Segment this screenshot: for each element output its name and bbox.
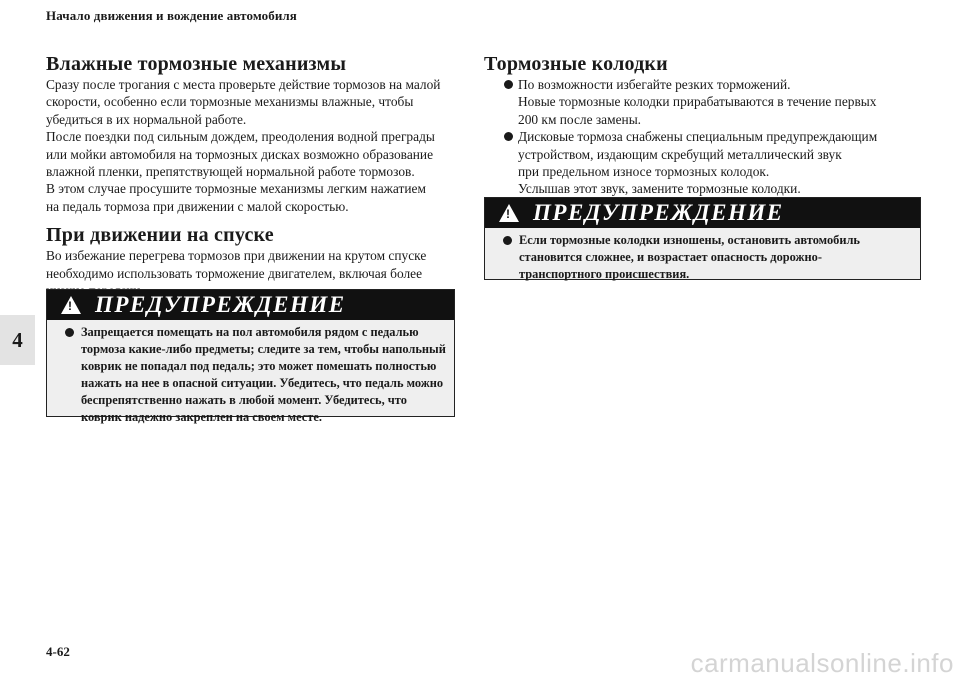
text-line: на педаль тормоза при движении с малой скоростью.	[46, 198, 349, 214]
text-line: коврик надежно закреплен на своем месте.	[81, 410, 322, 424]
text-line: Запрещается помещать на пол автомобиля рядом с педалью	[81, 325, 419, 339]
paragraph-wet-brakes	[46, 76, 458, 215]
warning-box-worn-pads	[484, 197, 921, 280]
text-line: транспортного происшествия.	[519, 267, 690, 281]
watermark: carmanualsonline.info	[690, 648, 954, 678]
text-line: Сразу после трогания с места проверьте действие тормозов на малой	[46, 77, 441, 92]
chapter-number: 4	[12, 327, 23, 352]
text-line: нажать на нее в опасной ситуации. Убедитесь, что педаль можно	[81, 376, 444, 390]
text-line: Новые тормозные колодки прирабатываются в течение первых	[518, 94, 877, 110]
warning-item	[497, 232, 912, 283]
text-line: тормоза какие-либо предметы; следите за тем, чтобы напольный	[81, 342, 446, 356]
warning-triangle-icon: !	[499, 204, 519, 222]
warning-box-floor-mat	[46, 289, 455, 424]
right-column	[484, 52, 920, 198]
bullet-icon	[503, 236, 512, 245]
text-line: Дисковые тормоза снабжены специальным предупреждающим	[518, 129, 878, 145]
list-item	[484, 128, 920, 198]
text-line: 200 км после замены.	[518, 111, 642, 127]
left-column	[46, 52, 458, 299]
warning-body	[485, 228, 920, 283]
brake-pads-list	[484, 76, 920, 198]
bullet-icon	[504, 132, 513, 141]
warning-item	[59, 324, 446, 426]
text-line: Услышав этот звук, замените тормозные колодки.	[518, 181, 801, 197]
text-line: Во избежание перегрева тормозов при движении на крутом спуске	[46, 248, 427, 264]
list-item	[484, 76, 920, 128]
bullet-icon	[65, 328, 74, 337]
warning-title: ПРЕДУПРЕЖДЕНИЕ	[533, 200, 784, 225]
text-line: коврик не попадал под педаль; это может помешать полностью	[81, 359, 437, 373]
text-line: при предельном износе тормозных колодок.	[518, 164, 770, 180]
running-header: Начало движения и вождение автомобиля	[46, 8, 297, 23]
text-line: После поездки под сильным дождем, преодоления водной преграды	[46, 129, 435, 145]
section-title-downhill: При движении на спуске	[46, 224, 274, 247]
warning-header	[47, 290, 454, 320]
page-number: 4-62	[46, 644, 70, 659]
bullet-icon	[504, 80, 513, 89]
warning-title: ПРЕДУПРЕЖДЕНИЕ	[95, 292, 346, 317]
text-line: скорости, особенно если тормозные механизмы влажные, чтобы	[46, 94, 414, 110]
text-line: убедиться в их нормальной работе.	[46, 111, 247, 127]
section-title-brake-pads: Тормозные колодки	[484, 53, 668, 75]
warning-header	[485, 198, 920, 228]
text-line: В этом случае просушите тормозные механизмы легким нажатием	[46, 181, 426, 197]
warning-triangle-icon: !	[61, 296, 81, 314]
text-line: По возможности избегайте резких торможений.	[518, 77, 791, 92]
text-line: влажной пленки, препятствующей нормальной работе тормозов.	[46, 164, 415, 180]
text-line: становится сложнее, и возрастает опасность дорожно-	[519, 250, 822, 264]
section-title-wet-brakes: Влажные тормозные механизмы	[46, 53, 347, 75]
warning-body	[47, 320, 454, 426]
text-line: необходимо использовать торможение двигателем, включая более	[46, 265, 423, 281]
text-line: или мойки автомобиля на тормозных дисках возможно образование	[46, 146, 434, 162]
text-line: беспрепятственно нажать в любой момент. Убедитесь, что	[81, 393, 407, 407]
text-line: Если тормозные колодки изношены, остановить автомобиль	[519, 233, 860, 247]
chapter-tab	[0, 315, 35, 365]
text-line: устройством, издающим скребущий металлический звук	[518, 146, 842, 162]
